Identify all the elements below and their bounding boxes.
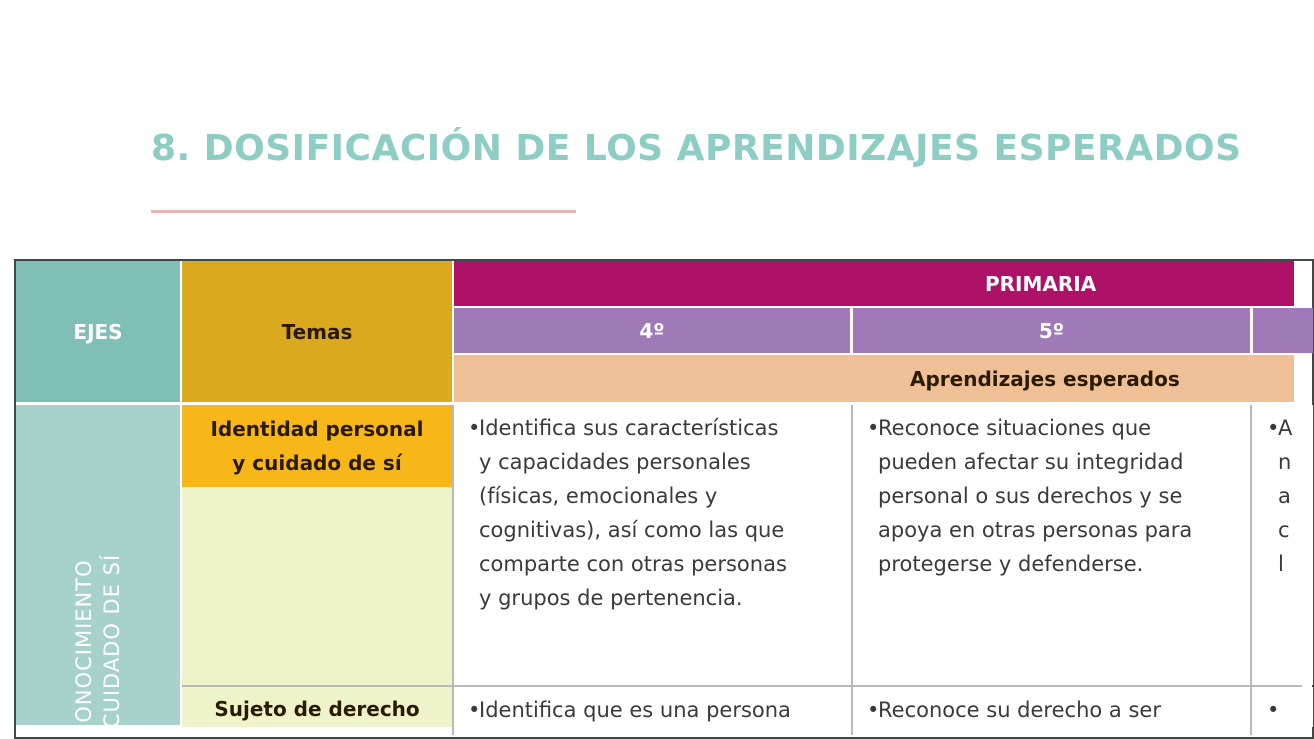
text-line: a <box>1278 484 1291 508</box>
eje-column <box>16 405 180 729</box>
text-line: l <box>1278 552 1284 576</box>
header-divider <box>16 402 1306 404</box>
header-temas: Temas <box>182 261 452 402</box>
header-grade-5: 5º <box>853 308 1250 353</box>
aprendizaje-5-row2: • Reconoce su derecho a ser <box>853 687 1250 727</box>
header-primaria: PRIMARIA <box>454 261 1294 306</box>
header-ejes: EJES <box>16 261 180 402</box>
aprendizaje-4-row2: • Identifica que es una persona <box>454 687 850 727</box>
text-line: comparte con otras personas <box>479 552 787 576</box>
tema-line: Identidad personal <box>210 417 424 441</box>
header-grade-4: 4º <box>454 308 850 353</box>
aprendizaje-6-row1-partial: • A n a c l <box>1253 405 1313 685</box>
text-line: n <box>1278 450 1292 474</box>
eje-label-line: CUIDADO DE SÍ <box>100 553 124 729</box>
text-line: Reconoce su derecho a ser <box>878 698 1161 722</box>
text-line: Reconoce situaciones que <box>878 416 1152 440</box>
text-line: personal o sus derechos y se <box>878 484 1183 508</box>
eje-label-line: ONOCIMIENTO <box>72 559 96 723</box>
tema-line: y cuidado de sí <box>232 451 402 475</box>
text-line: pueden afectar su integridad <box>878 450 1184 474</box>
title-underline <box>151 210 576 213</box>
tema-sujeto: Sujeto de derecho <box>182 687 452 727</box>
aprendizaje-6-row2-partial: • <box>1253 687 1313 727</box>
text-line: Identifica sus características <box>479 416 779 440</box>
text-line: apoya en otras personas para <box>878 518 1193 542</box>
tema-identidad-body <box>182 487 452 685</box>
header-grade-6-partial <box>1253 308 1313 353</box>
page-title: 8. DOSIFICACIÓN DE LOS APRENDIZAJES ESPERADOS <box>151 128 1242 169</box>
text-line: protegerse y defenderse. <box>878 552 1144 576</box>
text-line: Identifica que es una persona <box>479 698 791 722</box>
eje-label <box>70 554 126 728</box>
header-aprendizajes: Aprendizajes esperados <box>454 355 1294 402</box>
aprendizaje-4-row1: • Identifica sus características y capacidades personales (físicas, emocionales y cognitivas), así como las que comparte con otras personas y grupos de pertenencia. <box>454 405 850 685</box>
text-line: A <box>1278 416 1293 440</box>
text-line: cognitivas), así como las que <box>479 518 785 542</box>
text-line: c <box>1278 518 1290 542</box>
aprendizaje-5-row1: • Reconoce situaciones que pueden afectar su integridad personal o sus derechos y se apoya en otras personas para protegerse y defenderse. <box>853 405 1250 685</box>
dosificacion-table <box>14 259 1293 729</box>
row-divider <box>182 685 1302 687</box>
text-line: y capacidades personales <box>479 450 751 474</box>
tema-identidad <box>182 405 452 487</box>
text-line: y grupos de pertenencia. <box>479 586 743 610</box>
text-line: (físicas, emocionales y <box>479 484 718 508</box>
